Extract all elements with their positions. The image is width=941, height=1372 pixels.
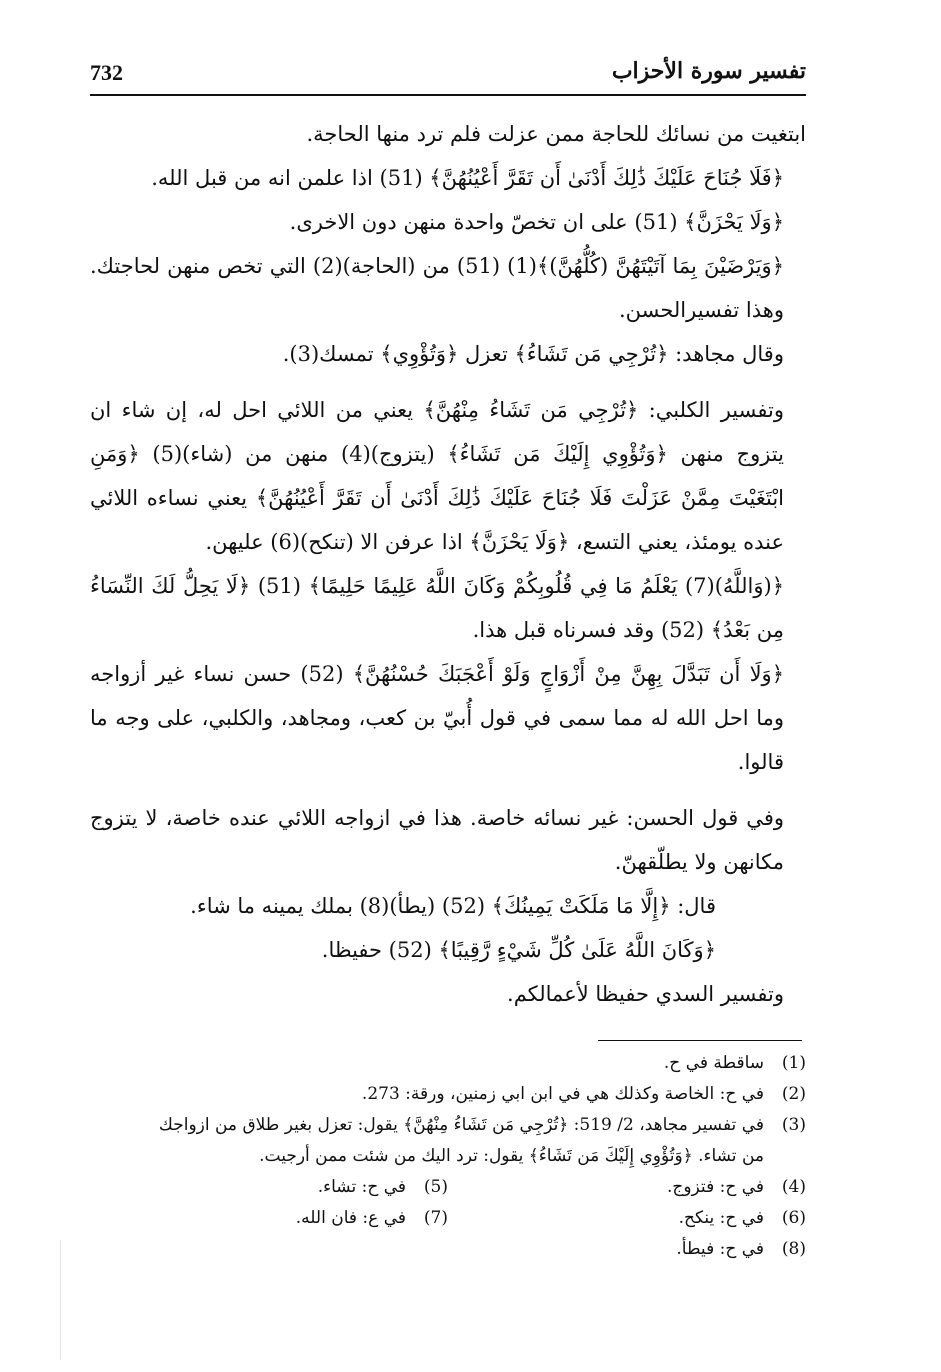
header-rule xyxy=(90,94,806,96)
footnote xyxy=(90,1203,448,1234)
footnote-text: في ح: تشاء. xyxy=(317,1177,406,1197)
footnote-number: (8) xyxy=(781,1239,806,1259)
footnote-text: في ع: فان الله. xyxy=(295,1208,406,1228)
footnote-text: في ح: فيطأ. xyxy=(676,1239,764,1259)
footnote-number: (6) xyxy=(781,1208,806,1228)
paragraph: وتفسير السدي حفيظا لأعمالكم. xyxy=(507,982,784,1006)
paragraph: قال: ﴿إِلَّا مَا مَلَكَتْ يَمِينُكَ﴾ (52) (يطأ)(8) بملك يمينه ما شاء. xyxy=(190,894,716,918)
footnote-rule xyxy=(598,1040,802,1041)
footnote-text: في ح: الخاصة وكذلك هي في ابن ابي زمنين، ورقة: 273. xyxy=(361,1084,764,1104)
footnote-row xyxy=(90,1203,806,1234)
paragraph: ابتغيت من نسائك للحاجة ممن عزلت فلم ترد منها الحاجة. xyxy=(306,122,806,146)
footnote xyxy=(90,1110,806,1141)
paragraph: وتفسير الكلبي: ﴿تُرْجِي مَن تَشَاءُ مِنْهُنَّ﴾ يعني من اللائي احل له، إن شاء ان يتزوج منهن ﴿وَتُؤْوِي إِلَيْكَ مَن تَشَاءُ﴾ (يتزوج)(4) منهن من (شاء)(5) ﴿وَمَنِ ابْتَغَيْتَ مِمَّنْ عَزَلْتَ فَلَا جُنَاحَ عَلَيْكَ ذَٰلِكَ أَدْنَىٰ أَن تَقَرَّ أَعْيُنُهُنَّ﴾ يعني نساءه اللائي عنده يومئذ، يعني التسع، ﴿وَلَا يَحْزَنَّ﴾ اذا عرفن الا (تنكح)(6) عليهن. xyxy=(90,398,784,554)
paragraph: ﴿(وَاللَّهُ)(7) يَعْلَمُ مَا فِي قُلُوبِكُمْ وَكَانَ اللَّهُ عَلِيمًا حَلِيمًا﴾ (51) ﴿لَا يَحِلُّ لَكَ النِّسَاءُ مِن بَعْدُ﴾ (52) وقد فسرناه قبل هذا. xyxy=(90,574,784,642)
footnote-row xyxy=(90,1172,806,1203)
footnote-number: (7) xyxy=(423,1208,448,1228)
footnote xyxy=(90,1079,806,1110)
paragraph: ﴿فَلَا جُنَاحَ عَلَيْكَ ذَٰلِكَ أَدْنَىٰ أَن تَقَرَّ أَعْيُنُهُنَّ﴾ (51) اذا علمن انه من قبل الله. xyxy=(151,166,784,190)
footnote-number: (5) xyxy=(423,1177,448,1197)
page-header xyxy=(90,48,806,88)
page-number: 732 xyxy=(90,60,123,85)
footnote-text: في ح: فتزوج. xyxy=(666,1177,764,1197)
footnote-number: (2) xyxy=(781,1084,806,1104)
footnote xyxy=(448,1203,806,1234)
paragraph: ﴿وَلَا أَن تَبَدَّلَ بِهِنَّ مِنْ أَزْوَاجٍ وَلَوْ أَعْجَبَكَ حُسْنُهُنَّ﴾ (52) حسن نساء غير أزواجه وما احل الله له مما سمى في قول أُبيّ بن كعب، ومجاهد، والكلبي، على وجه ما قالوا. xyxy=(90,662,785,774)
footnote xyxy=(448,1172,806,1203)
body-text xyxy=(90,112,806,1016)
paragraph: ﴿وَكَانَ اللَّهُ عَلَىٰ كُلِّ شَيْءٍ رَّقِيبًا﴾ (52) حفيظا. xyxy=(321,938,716,962)
running-title: تفسير سورة الأحزاب xyxy=(611,58,806,84)
footnote-text: في ح: ينكح. xyxy=(678,1208,764,1228)
scan-margin-mark xyxy=(60,1240,61,1360)
footnote xyxy=(90,1234,806,1265)
paragraph: ﴿وَلَا يَحْزَنَّ﴾ (51) على ان تخصّ واحدة منهن دون الاخرى. xyxy=(289,210,784,234)
paragraph: وفي قول الحسن: غير نسائه خاصة. هذا في ازواجه اللائي عنده خاصة، لا يتزوج مكانهن ولا يطلّقهنّ. xyxy=(90,806,784,874)
footnote-text: في تفسير مجاهد، 2/ 519: ﴿تُرْجِي مَن تَشَاءُ مِنْهُنَّ﴾ يقول: تعزل بغير طلاق من ازواجك xyxy=(158,1115,764,1135)
footnote-text: ساقطة في ح. xyxy=(663,1053,764,1073)
footnote xyxy=(90,1048,806,1079)
footnote xyxy=(90,1172,448,1203)
footnote-number: (4) xyxy=(781,1177,806,1197)
paragraph: ﴿وَيَرْضَيْنَ بِمَا آتَيْتَهُنَّ (كُلُّهُنَّ)﴾(1) (51) من (الحاجة)(2) التي تخص منهن لحاجتك. وهذا تفسيرالحسن. xyxy=(90,254,784,322)
footnote-number: (1) xyxy=(781,1053,806,1073)
footnote-continuation: من تشاء. ﴿وَتُؤْوِي إِلَيْكَ مَن تَشَاءُ﴾ يقول: ترد اليك من شئت ممن أرجيت. xyxy=(259,1146,764,1166)
paragraph: وقال مجاهد: ﴿تُرْجِي مَن تَشَاءُ﴾ تعزل ﴿وَتُؤْوِي﴾ تمسك(3). xyxy=(282,342,784,366)
footnotes xyxy=(90,1048,806,1265)
footnote-number: (3) xyxy=(781,1115,806,1135)
